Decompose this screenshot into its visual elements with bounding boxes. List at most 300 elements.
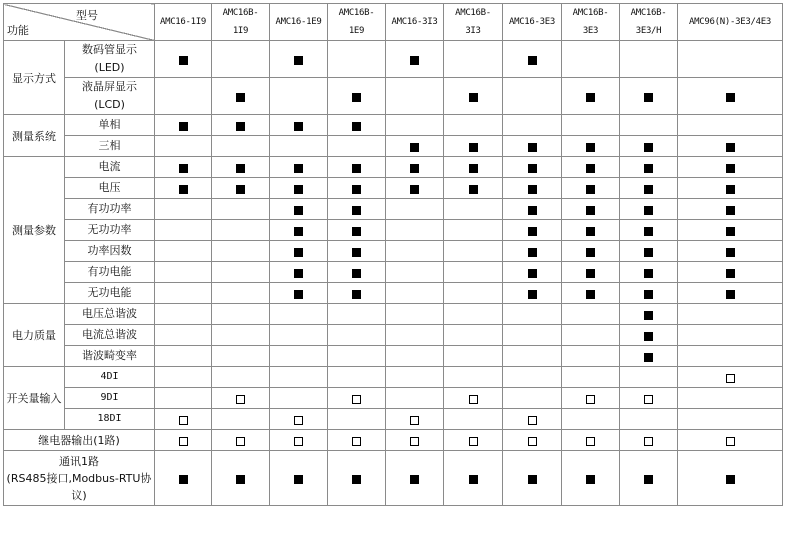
mark-cell bbox=[386, 388, 444, 409]
model-name-line: AMC16-1E9 bbox=[275, 17, 322, 27]
filled-square-mark bbox=[294, 475, 303, 484]
mark-cell bbox=[503, 262, 562, 283]
mark-cell bbox=[562, 409, 620, 430]
filled-square-mark bbox=[528, 56, 537, 65]
feature-label bbox=[65, 304, 155, 325]
mark-cell bbox=[678, 220, 783, 241]
table-row bbox=[4, 115, 783, 136]
mark-cell bbox=[270, 346, 328, 367]
model-header bbox=[678, 4, 783, 41]
filled-square-mark bbox=[236, 185, 245, 194]
mark-cell bbox=[620, 78, 678, 115]
mark-cell bbox=[212, 346, 270, 367]
filled-square-mark bbox=[352, 269, 361, 278]
filled-square-mark bbox=[179, 185, 188, 194]
group-label: 测量参数 bbox=[4, 157, 65, 304]
mark-cell bbox=[503, 157, 562, 178]
mark-cell bbox=[444, 409, 503, 430]
filled-square-mark bbox=[410, 164, 419, 173]
table-row bbox=[4, 304, 783, 325]
mark-cell bbox=[562, 157, 620, 178]
mark-cell bbox=[212, 78, 270, 115]
table-row bbox=[4, 367, 783, 388]
mark-cell bbox=[562, 367, 620, 388]
filled-square-mark bbox=[294, 290, 303, 299]
feature-label-line: 9DI bbox=[100, 392, 119, 403]
mark-cell bbox=[503, 199, 562, 220]
mark-cell bbox=[270, 136, 328, 157]
feature-label-line: 电压总谐波 bbox=[82, 307, 137, 320]
table-row bbox=[4, 241, 783, 262]
mark-cell bbox=[444, 262, 503, 283]
mark-cell bbox=[678, 409, 783, 430]
mark-cell bbox=[270, 115, 328, 136]
mark-cell bbox=[328, 304, 386, 325]
mark-cell bbox=[386, 178, 444, 199]
spec-table bbox=[3, 3, 783, 506]
mark-cell bbox=[155, 157, 212, 178]
table-row bbox=[4, 430, 783, 451]
mark-cell bbox=[155, 283, 212, 304]
feature-label-line: 无功电能 bbox=[87, 286, 132, 299]
mark-cell bbox=[270, 409, 328, 430]
mark-cell bbox=[270, 241, 328, 262]
filled-square-mark bbox=[528, 206, 537, 215]
mark-cell bbox=[678, 199, 783, 220]
feature-label-line: 单相 bbox=[98, 118, 121, 131]
mark-cell bbox=[503, 178, 562, 199]
mark-cell bbox=[155, 451, 212, 506]
feature-label-line: (LED) bbox=[94, 61, 125, 74]
mark-cell bbox=[503, 409, 562, 430]
feature-label bbox=[65, 115, 155, 136]
mark-cell bbox=[386, 325, 444, 346]
mark-cell bbox=[678, 451, 783, 506]
filled-square-mark bbox=[179, 164, 188, 173]
feature-label bbox=[65, 199, 155, 220]
mark-cell bbox=[444, 451, 503, 506]
mark-cell bbox=[328, 115, 386, 136]
mark-cell bbox=[444, 136, 503, 157]
filled-square-mark bbox=[644, 332, 653, 341]
mark-cell bbox=[620, 409, 678, 430]
empty-square-mark bbox=[410, 416, 419, 425]
mark-cell bbox=[562, 178, 620, 199]
mark-cell bbox=[212, 367, 270, 388]
corner-model-label: 型号 bbox=[76, 9, 98, 22]
mark-cell bbox=[562, 430, 620, 451]
filled-square-mark bbox=[586, 206, 595, 215]
model-name-line: AMC16B- bbox=[338, 8, 375, 18]
mark-cell bbox=[678, 262, 783, 283]
model-name-line: AMC16B- bbox=[455, 8, 491, 18]
filled-square-mark bbox=[644, 93, 653, 102]
feature-label bbox=[65, 367, 155, 388]
header-row bbox=[4, 4, 783, 41]
feature-label-line: 电流 bbox=[98, 160, 121, 173]
feature-label-line: 4DI bbox=[100, 371, 119, 382]
mark-cell bbox=[444, 178, 503, 199]
empty-square-mark bbox=[726, 374, 735, 383]
mark-cell bbox=[386, 136, 444, 157]
table-row bbox=[4, 136, 783, 157]
mark-cell bbox=[503, 220, 562, 241]
mark-cell bbox=[444, 220, 503, 241]
mark-cell bbox=[270, 262, 328, 283]
filled-square-mark bbox=[469, 475, 478, 484]
filled-square-mark bbox=[644, 269, 653, 278]
mark-cell bbox=[212, 283, 270, 304]
feature-label-line: 继电器输出(1路) bbox=[38, 433, 120, 447]
filled-square-mark bbox=[644, 290, 653, 299]
mark-cell bbox=[386, 346, 444, 367]
mark-cell bbox=[562, 115, 620, 136]
filled-square-mark bbox=[528, 227, 537, 236]
filled-square-mark bbox=[294, 269, 303, 278]
model-name-line: AMC16B- bbox=[572, 8, 609, 18]
mark-cell bbox=[155, 199, 212, 220]
filled-square-mark bbox=[528, 475, 537, 484]
mark-cell bbox=[270, 41, 328, 78]
filled-square-mark bbox=[644, 227, 653, 236]
mark-cell bbox=[270, 178, 328, 199]
model-name-line: AMC16B- bbox=[630, 8, 667, 18]
mark-cell bbox=[444, 325, 503, 346]
empty-square-mark bbox=[352, 395, 361, 404]
feature-label-line: 有功功率 bbox=[87, 202, 132, 215]
filled-square-mark bbox=[352, 122, 361, 131]
mark-cell bbox=[212, 241, 270, 262]
mark-cell bbox=[620, 220, 678, 241]
filled-square-mark bbox=[586, 93, 595, 102]
filled-square-mark bbox=[726, 206, 735, 215]
mark-cell bbox=[620, 325, 678, 346]
mark-cell bbox=[444, 388, 503, 409]
mark-cell bbox=[503, 115, 562, 136]
group-label: 显示方式 bbox=[4, 41, 65, 115]
mark-cell bbox=[386, 409, 444, 430]
filled-square-mark bbox=[294, 56, 303, 65]
model-header bbox=[503, 4, 562, 41]
mark-cell bbox=[155, 41, 212, 78]
mark-cell bbox=[620, 346, 678, 367]
filled-square-mark bbox=[726, 164, 735, 173]
mark-cell bbox=[620, 388, 678, 409]
filled-square-mark bbox=[586, 227, 595, 236]
mark-cell bbox=[503, 430, 562, 451]
mark-cell bbox=[678, 346, 783, 367]
mark-cell bbox=[444, 367, 503, 388]
group-label: 开关量输入 bbox=[4, 367, 65, 430]
mark-cell bbox=[562, 346, 620, 367]
mark-cell bbox=[155, 178, 212, 199]
model-name-line: AMC16-3E3 bbox=[508, 17, 556, 27]
filled-square-mark bbox=[352, 290, 361, 299]
mark-cell bbox=[562, 78, 620, 115]
mark-cell bbox=[562, 41, 620, 78]
mark-cell bbox=[212, 451, 270, 506]
mark-cell bbox=[270, 430, 328, 451]
table-row bbox=[4, 262, 783, 283]
mark-cell bbox=[155, 388, 212, 409]
mark-cell bbox=[620, 451, 678, 506]
mark-cell bbox=[678, 157, 783, 178]
feature-label-line: (LCD) bbox=[94, 98, 125, 111]
mark-cell bbox=[562, 388, 620, 409]
mark-cell bbox=[678, 430, 783, 451]
model-header bbox=[212, 4, 270, 41]
mark-cell bbox=[328, 41, 386, 78]
filled-square-mark bbox=[236, 475, 245, 484]
mark-cell bbox=[678, 283, 783, 304]
mark-cell bbox=[212, 199, 270, 220]
mark-cell bbox=[155, 304, 212, 325]
empty-square-mark bbox=[644, 437, 653, 446]
filled-square-mark bbox=[726, 248, 735, 257]
filled-square-mark bbox=[726, 143, 735, 152]
feature-label bbox=[4, 430, 155, 451]
mark-cell bbox=[212, 409, 270, 430]
mark-cell bbox=[503, 304, 562, 325]
mark-cell bbox=[678, 78, 783, 115]
mark-cell bbox=[386, 78, 444, 115]
mark-cell bbox=[212, 325, 270, 346]
feature-label-line: 功率因数 bbox=[87, 244, 132, 257]
mark-cell bbox=[503, 78, 562, 115]
table-row bbox=[4, 451, 783, 506]
mark-cell bbox=[386, 367, 444, 388]
mark-cell bbox=[444, 199, 503, 220]
empty-square-mark bbox=[469, 437, 478, 446]
table-row bbox=[4, 409, 783, 430]
mark-cell bbox=[444, 430, 503, 451]
mark-cell bbox=[328, 241, 386, 262]
mark-cell bbox=[678, 325, 783, 346]
mark-cell bbox=[562, 262, 620, 283]
mark-cell bbox=[155, 325, 212, 346]
filled-square-mark bbox=[586, 269, 595, 278]
feature-label bbox=[65, 241, 155, 262]
mark-cell bbox=[620, 115, 678, 136]
filled-square-mark bbox=[469, 93, 478, 102]
mark-cell bbox=[212, 388, 270, 409]
mark-cell bbox=[212, 136, 270, 157]
mark-cell bbox=[212, 430, 270, 451]
empty-square-mark bbox=[352, 437, 361, 446]
mark-cell bbox=[503, 367, 562, 388]
mark-cell bbox=[620, 241, 678, 262]
feature-label bbox=[4, 451, 155, 506]
model-name-line: 3E3 bbox=[582, 26, 599, 36]
group-label: 电力质量 bbox=[4, 304, 65, 367]
mark-cell bbox=[155, 136, 212, 157]
table-row bbox=[4, 283, 783, 304]
mark-cell bbox=[620, 262, 678, 283]
mark-cell bbox=[328, 78, 386, 115]
group-label: 测量系统 bbox=[4, 115, 65, 157]
mark-cell bbox=[678, 304, 783, 325]
feature-label bbox=[65, 41, 155, 78]
mark-cell bbox=[386, 157, 444, 178]
mark-cell bbox=[562, 136, 620, 157]
feature-label-line: 数码管显示 bbox=[82, 43, 137, 56]
model-header bbox=[155, 4, 212, 41]
feature-label bbox=[65, 262, 155, 283]
feature-label bbox=[65, 157, 155, 178]
mark-cell bbox=[562, 304, 620, 325]
model-name-line: 1I9 bbox=[232, 26, 249, 36]
mark-cell bbox=[328, 157, 386, 178]
filled-square-mark bbox=[410, 56, 419, 65]
mark-cell bbox=[155, 78, 212, 115]
model-name-line: 3E3/H bbox=[635, 26, 662, 36]
mark-cell bbox=[678, 367, 783, 388]
model-header bbox=[270, 4, 328, 41]
mark-cell bbox=[678, 115, 783, 136]
filled-square-mark bbox=[352, 164, 361, 173]
model-header bbox=[386, 4, 444, 41]
mark-cell bbox=[270, 283, 328, 304]
model-name-line: AMC16B- bbox=[222, 8, 259, 18]
mark-cell bbox=[328, 199, 386, 220]
filled-square-mark bbox=[586, 143, 595, 152]
filled-square-mark bbox=[528, 185, 537, 194]
feature-label-line: 通讯1路 bbox=[59, 454, 99, 468]
filled-square-mark bbox=[236, 93, 245, 102]
mark-cell bbox=[386, 304, 444, 325]
mark-cell bbox=[328, 178, 386, 199]
mark-cell bbox=[386, 241, 444, 262]
model-name-line: AMC96(N)-3E3/4E3 bbox=[689, 17, 771, 27]
filled-square-mark bbox=[528, 248, 537, 257]
feature-label-line: 谐波畸变率 bbox=[82, 349, 137, 362]
filled-square-mark bbox=[644, 206, 653, 215]
filled-square-mark bbox=[352, 206, 361, 215]
empty-square-mark bbox=[644, 395, 653, 404]
filled-square-mark bbox=[726, 290, 735, 299]
filled-square-mark bbox=[586, 475, 595, 484]
mark-cell bbox=[620, 178, 678, 199]
mark-cell bbox=[386, 283, 444, 304]
feature-label-line: 电压 bbox=[98, 181, 121, 194]
mark-cell bbox=[562, 283, 620, 304]
mark-cell bbox=[155, 241, 212, 262]
mark-cell bbox=[620, 367, 678, 388]
mark-cell bbox=[562, 199, 620, 220]
filled-square-mark bbox=[528, 269, 537, 278]
mark-cell bbox=[328, 346, 386, 367]
filled-square-mark bbox=[236, 122, 245, 131]
filled-square-mark bbox=[294, 185, 303, 194]
filled-square-mark bbox=[726, 185, 735, 194]
filled-square-mark bbox=[644, 143, 653, 152]
mark-cell bbox=[155, 220, 212, 241]
empty-square-mark bbox=[294, 416, 303, 425]
feature-label-line: 有功电能 bbox=[87, 265, 132, 278]
corner-function-label: 功能 bbox=[7, 24, 29, 37]
mark-cell bbox=[328, 409, 386, 430]
mark-cell bbox=[444, 157, 503, 178]
table-row bbox=[4, 346, 783, 367]
feature-label bbox=[65, 220, 155, 241]
filled-square-mark bbox=[352, 475, 361, 484]
mark-cell bbox=[212, 41, 270, 78]
filled-square-mark bbox=[469, 164, 478, 173]
mark-cell bbox=[386, 220, 444, 241]
mark-cell bbox=[328, 325, 386, 346]
mark-cell bbox=[444, 346, 503, 367]
mark-cell bbox=[444, 78, 503, 115]
filled-square-mark bbox=[294, 122, 303, 131]
empty-square-mark bbox=[294, 437, 303, 446]
feature-label-line: (RS485接口,Modbus-RTU协 bbox=[6, 471, 152, 485]
filled-square-mark bbox=[294, 206, 303, 215]
feature-label-line: 18DI bbox=[97, 413, 122, 424]
filled-square-mark bbox=[644, 185, 653, 194]
mark-cell bbox=[386, 115, 444, 136]
empty-square-mark bbox=[236, 437, 245, 446]
filled-square-mark bbox=[294, 164, 303, 173]
filled-square-mark bbox=[352, 185, 361, 194]
mark-cell bbox=[503, 325, 562, 346]
mark-cell bbox=[212, 220, 270, 241]
table-row bbox=[4, 157, 783, 178]
filled-square-mark bbox=[410, 475, 419, 484]
table-row bbox=[4, 199, 783, 220]
mark-cell bbox=[562, 451, 620, 506]
mark-cell bbox=[270, 199, 328, 220]
model-name-line: AMC16-1I9 bbox=[159, 17, 207, 27]
mark-cell bbox=[620, 41, 678, 78]
filled-square-mark bbox=[410, 143, 419, 152]
filled-square-mark bbox=[726, 475, 735, 484]
mark-cell bbox=[155, 430, 212, 451]
mark-cell bbox=[386, 430, 444, 451]
mark-cell bbox=[155, 115, 212, 136]
filled-square-mark bbox=[410, 185, 419, 194]
table-row bbox=[4, 41, 783, 78]
model-name-line: AMC16-3I3 bbox=[391, 17, 438, 27]
feature-label-line: 三相 bbox=[98, 139, 121, 152]
table-row bbox=[4, 325, 783, 346]
filled-square-mark bbox=[726, 93, 735, 102]
model-header bbox=[328, 4, 386, 41]
mark-cell bbox=[270, 78, 328, 115]
feature-label-line: 电流总谐波 bbox=[82, 328, 137, 341]
spec-table-body bbox=[4, 4, 783, 506]
empty-square-mark bbox=[469, 395, 478, 404]
filled-square-mark bbox=[528, 143, 537, 152]
mark-cell bbox=[503, 241, 562, 262]
model-header bbox=[562, 4, 620, 41]
filled-square-mark bbox=[352, 248, 361, 257]
empty-square-mark bbox=[586, 395, 595, 404]
mark-cell bbox=[328, 430, 386, 451]
filled-square-mark bbox=[236, 164, 245, 173]
empty-square-mark bbox=[179, 437, 188, 446]
model-name-line: 1E9 bbox=[348, 26, 365, 36]
mark-cell bbox=[620, 157, 678, 178]
mark-cell bbox=[328, 220, 386, 241]
mark-cell bbox=[212, 157, 270, 178]
mark-cell bbox=[503, 41, 562, 78]
mark-cell bbox=[386, 451, 444, 506]
mark-cell bbox=[562, 241, 620, 262]
mark-cell bbox=[212, 304, 270, 325]
filled-square-mark bbox=[644, 164, 653, 173]
empty-square-mark bbox=[236, 395, 245, 404]
mark-cell bbox=[562, 325, 620, 346]
